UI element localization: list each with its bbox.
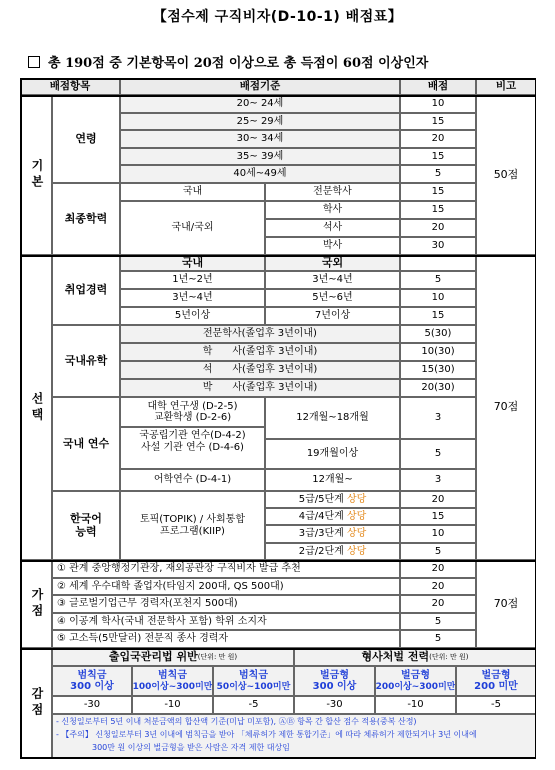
table-rule	[20, 648, 536, 650]
education-criteria: 학사	[265, 201, 400, 219]
korean-criteria-line: 프로그램(KIIP)	[160, 525, 225, 537]
korean-score: 10	[400, 525, 476, 543]
deduction-item-type: 범칙금	[239, 670, 268, 682]
table-border-top	[20, 78, 536, 80]
header-category: 배점항목	[20, 78, 120, 95]
study-label: 국내유학	[52, 325, 120, 397]
korean-label-line: 한국어	[70, 511, 102, 525]
education-score: 15	[400, 183, 476, 201]
education-criteria: 석사	[265, 219, 400, 237]
blank-score	[400, 255, 476, 271]
immigration-unit: (단위: 만 원)	[197, 652, 238, 661]
study-score: 15(30)	[400, 361, 476, 379]
korean-criteria-line: 토픽(TOPIK) / 사회통합	[139, 514, 245, 525]
career-foreign: 7년이상	[265, 307, 400, 325]
korean-label-line: 능력	[75, 524, 97, 538]
korean-score: 20	[400, 491, 476, 508]
deduction-item	[456, 666, 536, 696]
age-criteria: 35~ 39세	[120, 148, 400, 165]
header-note: 비고	[476, 78, 536, 95]
study-criteria: 학 사(졸업후 3년이내)	[120, 343, 400, 361]
training-type: 교환학생 (D-2-6)	[153, 412, 232, 423]
study-criteria: 전문학사(졸업후 3년이내)	[120, 325, 400, 343]
study-score: 10(30)	[400, 343, 476, 361]
bonus-criteria: ③ 글로벌기업근무 경력자(포천지 500대)	[52, 595, 400, 613]
section-basic: 기본	[20, 95, 52, 255]
career-score: 15	[400, 307, 476, 325]
korean-level-text: 3급/3단계	[298, 528, 344, 540]
bonus-criteria: ④ 이공계 학사(국내 전문학사 포함) 학위 소지자	[52, 613, 400, 630]
age-criteria: 20~ 24세	[120, 95, 400, 113]
korean-label	[52, 491, 120, 560]
checkbox-square-icon	[28, 56, 40, 68]
study-criteria: 박 사(졸업후 3년이내)	[120, 379, 400, 397]
korean-level-tag: 상당	[346, 493, 367, 505]
korean-level	[265, 491, 400, 508]
bonus-score: 20	[400, 560, 476, 578]
deduction-item-range: 200이상~300미만	[375, 681, 456, 692]
age-criteria: 40세~49세	[120, 165, 400, 183]
deduction-value: -5	[456, 696, 536, 714]
education-score: 30	[400, 237, 476, 255]
career-score: 10	[400, 289, 476, 307]
bonus-criteria: ① 관계 중앙행정기관장, 재외공관장 구직비자 발급 추천	[52, 560, 400, 578]
korean-score: 15	[400, 508, 476, 525]
intro-line	[28, 52, 428, 71]
deduction-item	[132, 666, 213, 696]
optional-note: 70점	[476, 255, 536, 560]
header-score: 배점	[400, 78, 476, 95]
training-period: 19개월이상	[265, 439, 400, 469]
korean-criteria	[120, 491, 265, 560]
criminal-header	[294, 648, 536, 666]
deduction-item-range: 50이상~100미만	[216, 681, 291, 692]
table-border-right	[535, 78, 537, 758]
section-bonus: 가점	[20, 560, 52, 648]
bonus-score: 20	[400, 595, 476, 613]
career-domestic: 5년이상	[120, 307, 265, 325]
korean-level	[265, 508, 400, 525]
education-domestic: 국내	[120, 183, 265, 201]
section-optional: 선택	[20, 255, 52, 560]
training-score: 3	[400, 397, 476, 439]
career-foreign: 3년~4년	[265, 271, 400, 289]
age-score: 20	[400, 130, 476, 148]
deduction-item	[294, 666, 375, 696]
career-domestic: 1년~2년	[120, 271, 265, 289]
domestic-header: 국내	[120, 255, 265, 271]
deduction-item-range: 200 미만	[474, 681, 518, 692]
education-score: 20	[400, 219, 476, 237]
deduction-item	[52, 666, 132, 696]
age-criteria: 25~ 29세	[120, 113, 400, 130]
korean-level-tag: 상당	[346, 528, 367, 540]
education-criteria: 전문학사	[265, 183, 400, 201]
deduction-value: -30	[52, 696, 132, 714]
age-label: 연령	[52, 95, 120, 183]
deduction-item-type: 범칙금	[158, 670, 187, 682]
section-deduction: 감점	[20, 648, 52, 758]
career-label: 취업경력	[52, 255, 120, 325]
basic-note: 50점	[476, 95, 536, 255]
study-criteria: 석 사(졸업후 3년이내)	[120, 361, 400, 379]
deduction-note: - 【주의】 신청일로부터 3년 이내에 범칙금을 받아 「체류허가 제한 통합기준」에 따라 체류허가 제한되거나 3년 이내에	[56, 730, 477, 739]
bonus-note: 70점	[476, 560, 536, 648]
korean-score: 5	[400, 543, 476, 560]
deduction-item-range: 100이상~300미만	[132, 681, 213, 692]
korean-level	[265, 525, 400, 543]
immigration-title: 출입국관리법 위반	[108, 649, 198, 663]
deduction-value: -10	[132, 696, 213, 714]
korean-level	[265, 543, 400, 560]
deduction-value: -30	[294, 696, 375, 714]
deduction-value: -5	[213, 696, 294, 714]
training-types-1	[120, 397, 265, 427]
education-domestic-foreign: 국내/국외	[120, 201, 265, 255]
criminal-title: 형사처벌 전력	[361, 649, 430, 663]
education-score: 15	[400, 201, 476, 219]
career-foreign: 5년~6년	[265, 289, 400, 307]
training-score: 3	[400, 469, 476, 491]
deduction-item-type: 벌금형	[401, 670, 430, 682]
deduction-item-type: 범칙금	[77, 669, 107, 681]
age-score: 5	[400, 165, 476, 183]
deduction-item-type: 벌금형	[481, 669, 511, 681]
deduction-item-range: 300 이상	[312, 681, 357, 692]
table-border-bottom	[20, 757, 536, 759]
study-score: 20(30)	[400, 379, 476, 397]
korean-level-text: 4급/4단계	[298, 510, 344, 522]
bonus-criteria: ⑤ 고소득(5만달러) 전문직 종사 경력자	[52, 630, 400, 648]
training-label: 국내 연수	[52, 397, 120, 491]
page-title: 【점수제 구직비자(D-10-1) 배점표】	[152, 9, 403, 25]
deduction-item-range: 300 이상	[70, 681, 114, 692]
korean-level-tag: 상당	[346, 510, 367, 522]
header-criteria: 배점기준	[120, 78, 400, 95]
bonus-criteria: ② 세계 우수대학 졸업자(타임지 200대, QS 500대)	[52, 578, 400, 595]
training-type-language: 어학연수 (D-4-1)	[120, 469, 265, 491]
age-criteria: 30~ 34세	[120, 130, 400, 148]
education-criteria: 박사	[265, 237, 400, 255]
deduction-item	[213, 666, 294, 696]
deduction-item-type: 벌금형	[320, 669, 349, 681]
score-table	[20, 78, 536, 758]
age-score: 15	[400, 113, 476, 130]
deduction-value: -10	[375, 696, 456, 714]
korean-level-text: 5급/5단계	[298, 493, 344, 505]
table-rule	[20, 560, 536, 562]
table-border-left	[20, 78, 22, 758]
training-types-2	[120, 427, 265, 469]
education-label: 최종학력	[52, 183, 120, 255]
intro-text: 총 190점 중 기본항목이 20점 이상으로 총 득점이 60점 이상인자	[48, 56, 429, 71]
korean-level-tag: 상당	[346, 545, 367, 557]
deduction-item	[375, 666, 456, 696]
bonus-score: 5	[400, 630, 476, 648]
age-score: 15	[400, 148, 476, 165]
table-rule	[20, 255, 536, 257]
table-rule	[20, 95, 536, 97]
bonus-score: 5	[400, 613, 476, 630]
korean-level-text: 2급/2단계	[298, 545, 344, 557]
training-score: 5	[400, 439, 476, 469]
immigration-header	[52, 648, 294, 666]
training-type: 사설 기관 연수 (D-4-6)	[141, 441, 244, 453]
career-score: 5	[400, 271, 476, 289]
criminal-unit: (단위: 만 원)	[429, 652, 469, 661]
deduction-note: - 신청일로부터 5년 이내 처분금액의 합산액 기준(미납 미포함), ⒶⒷ 항목 간 합산 점수 적용(중복 산정)	[56, 717, 417, 726]
bonus-score: 20	[400, 578, 476, 595]
training-type: 국공립기관 연수(D-4-2)	[139, 430, 246, 441]
training-period: 12개월~	[265, 469, 400, 491]
career-domestic: 3년~4년	[120, 289, 265, 307]
foreign-header: 국외	[265, 255, 400, 271]
training-type: 대학 연구생 (D-2-5)	[147, 400, 238, 412]
training-period: 12개월~18개월	[265, 397, 400, 439]
deduction-note: 300만 원 이상의 벌금형을 받은 사람은 자격 제한 대상임	[92, 743, 290, 752]
age-score: 10	[400, 95, 476, 113]
study-score: 5(30)	[400, 325, 476, 343]
